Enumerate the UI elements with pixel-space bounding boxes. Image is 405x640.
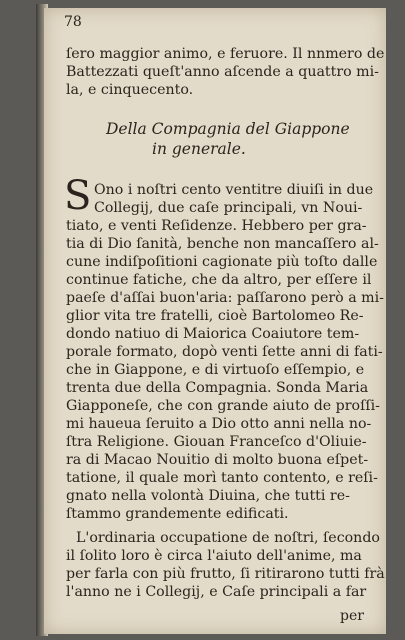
text-line: l'anno ne i Collegij, e Caſe principali a far: [66, 584, 367, 600]
text-line: L'ordinaria occupatione de noſtri, ſecondo: [76, 530, 380, 546]
text-line: il ſolito loro è circa l'aiuto dell'anime, ma: [66, 548, 362, 564]
text-line: che in Giappone, e di virtuoſo eſſempio, e: [66, 362, 365, 378]
page-number: 78: [64, 14, 82, 30]
text-line: tiato, e venti Reſidenze. Hebbero per gra-: [66, 218, 367, 234]
section-heading-continued: in generale.: [152, 140, 246, 158]
catchword: per: [340, 608, 364, 624]
book-page: [44, 8, 386, 634]
text-line: la, e cinquecento.: [66, 82, 194, 98]
text-line: Battezzati queſt'anno aſcende a quattro mi-: [66, 64, 379, 80]
text-line: glior vita tre fratelli, cioè Bartolomeo Re-: [66, 308, 364, 324]
text-line: ra di Macao Nouitio di molto buona eſpet-: [66, 452, 369, 468]
drop-cap: S: [64, 173, 92, 219]
text-line: ſtra Religione. Giouan Franceſco d'Oliuie-: [66, 434, 367, 450]
text-line: tatione, il quale morì tanto contento, e reſi-: [66, 470, 378, 486]
text-line: Ono i noſtri cento ventitre diuiſi in due: [94, 182, 374, 198]
text-line: mi haueua ſeruito a Dio otto anni nella no-: [66, 416, 372, 432]
text-line: gnato nella volontà Diuina, che tutti re-: [66, 488, 350, 504]
text-line: tia di Dio ſanità, benche non mancaſſero al-: [66, 236, 379, 252]
section-heading: Della Compagnia del Giappone: [106, 120, 350, 138]
text-line: ſero maggior animo, e feruore. Il nnmero de: [66, 46, 385, 62]
text-line: porale formato, dopò venti ſette anni di fati-: [66, 344, 383, 360]
text-line: dondo natiuo di Maiorica Coaiutore tem-: [66, 326, 360, 342]
text-line: continue fatiche, che da altro, per eſſere il: [66, 272, 372, 288]
text-line: trenta due della Compagnia. Sonda Maria: [66, 380, 369, 396]
text-line: ſtammo grandemente edificati.: [66, 506, 289, 522]
text-line: paeſe d'aſſai buon'aria: paſſarono però a mi-: [66, 290, 384, 306]
text-line: Giapponeſe, che con grande aiuto de proſſi-: [66, 398, 380, 414]
text-line: per farla con più frutto, ſi ritirarono tutti frà: [66, 566, 385, 582]
text-line: cune indiſpoſitioni cagionate più toſto dalle: [66, 254, 378, 270]
text-line: Collegij, due caſe principali, vn Noui-: [94, 200, 363, 216]
